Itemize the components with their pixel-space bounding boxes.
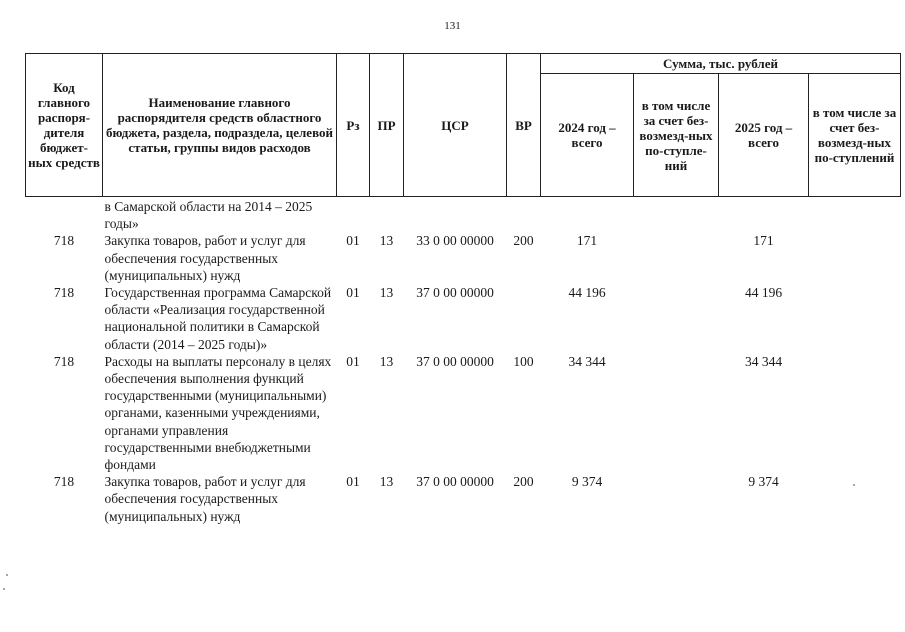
cell-2024-total: 34 344 bbox=[568, 353, 606, 369]
cell-name: в Самарской области на 2014 – 2025 годы» bbox=[104, 199, 313, 232]
header-vr: ВР bbox=[507, 54, 541, 197]
cell-pr: 13 bbox=[379, 233, 394, 249]
cell-2024-total bbox=[541, 197, 634, 233]
cell-2024-free bbox=[634, 473, 719, 525]
cell-2025-total: 9 374 bbox=[748, 474, 779, 490]
scan-speck bbox=[853, 484, 855, 486]
header-2025-free: в том числе за счет без-возмезд-ных по-ступлений bbox=[809, 74, 901, 197]
cell-2025-free bbox=[809, 197, 901, 233]
header-2025-total: 2025 год – всего bbox=[719, 74, 809, 197]
cell-2024-total: 44 196 bbox=[568, 285, 606, 301]
cell-2025-total: 34 344 bbox=[744, 353, 783, 369]
table-row bbox=[26, 353, 901, 473]
cell-rz bbox=[337, 197, 370, 233]
cell-2025-free bbox=[809, 284, 901, 353]
cell-rz: 01 bbox=[346, 233, 360, 249]
cell-vr bbox=[507, 197, 541, 233]
cell-csr bbox=[404, 197, 507, 233]
cell-vr: 200 bbox=[513, 474, 534, 490]
scan-speck bbox=[6, 574, 8, 576]
cell-code: 718 bbox=[53, 233, 75, 249]
cell-rz: 01 bbox=[346, 474, 360, 490]
page-number: 131 bbox=[444, 20, 461, 32]
cell-name: Закупка товаров, работ и услуг для обеспечения государственных (муниципальных) нужд bbox=[104, 233, 306, 283]
scan-speck bbox=[3, 588, 5, 590]
cell-2025-total: 171 bbox=[753, 233, 774, 249]
table-row bbox=[26, 232, 901, 284]
header-pr: ПР bbox=[370, 54, 404, 197]
cell-2024-free bbox=[634, 232, 719, 284]
header-code: Код главного распоря-дителя бюджет-ных средств bbox=[26, 54, 103, 197]
cell-vr bbox=[507, 284, 541, 353]
cell-code: 718 bbox=[53, 353, 75, 369]
cell-csr: 37 0 00 00000 bbox=[416, 285, 494, 301]
header-csr: ЦСР bbox=[404, 54, 507, 197]
cell-2024-total: 171 bbox=[576, 233, 598, 249]
cell-2024-free bbox=[634, 284, 719, 353]
cell-name: Закупка товаров, работ и услуг для обеспечения государственных (муниципальных) нужд bbox=[104, 474, 306, 524]
cell-name: Расходы на выплаты персоналу в целях обеспечения выполнения функций государственными (муниципальными) органами, казенными учреждениями, органами управления государственными внебюджетными фондами bbox=[104, 353, 332, 473]
cell-rz: 01 bbox=[346, 353, 360, 369]
cell-csr: 33 0 00 00000 bbox=[416, 233, 494, 249]
header-name: Наименование главного распорядителя средств областного бюджета, раздела, подраздела, целевой статьи, группы видов расходов bbox=[103, 54, 337, 197]
cell-code bbox=[26, 197, 103, 233]
budget-table bbox=[25, 53, 901, 525]
cell-csr: 37 0 00 00000 bbox=[416, 353, 494, 369]
cell-2025-free bbox=[809, 232, 901, 284]
cell-name: Государственная программа Самарской области «Реализация государственной национальной политики в Самарской области (2014 – 2025 годы)» bbox=[104, 285, 332, 352]
cell-pr: 13 bbox=[379, 474, 394, 490]
table-row bbox=[26, 473, 901, 525]
cell-2025-free bbox=[809, 353, 901, 473]
cell-csr: 37 0 00 00000 bbox=[416, 474, 494, 490]
cell-vr: 200 bbox=[513, 233, 534, 249]
cell-2025-total bbox=[719, 197, 809, 233]
cell-2025-free bbox=[809, 473, 901, 525]
header-rz: Рз bbox=[337, 54, 370, 197]
cell-2024-free bbox=[634, 353, 719, 473]
cell-code: 718 bbox=[53, 285, 75, 301]
cell-pr: 13 bbox=[379, 353, 394, 369]
table-row bbox=[26, 284, 901, 353]
cell-pr bbox=[370, 197, 404, 233]
cell-2025-total: 44 196 bbox=[744, 285, 783, 301]
table-body bbox=[26, 197, 901, 525]
header-sum: Сумма, тыс. рублей bbox=[541, 54, 901, 74]
table-row bbox=[26, 197, 901, 233]
cell-code: 718 bbox=[53, 474, 75, 490]
cell-rz: 01 bbox=[346, 285, 360, 301]
cell-pr: 13 bbox=[379, 285, 394, 301]
header-2024-free: в том числе за счет без-возмезд-ных по-ступле-ний bbox=[634, 74, 719, 197]
cell-2024-total: 9 374 bbox=[571, 474, 603, 490]
header-2024-total: 2024 год – всего bbox=[541, 74, 634, 197]
cell-2024-free bbox=[634, 197, 719, 233]
cell-vr: 100 bbox=[513, 353, 534, 369]
